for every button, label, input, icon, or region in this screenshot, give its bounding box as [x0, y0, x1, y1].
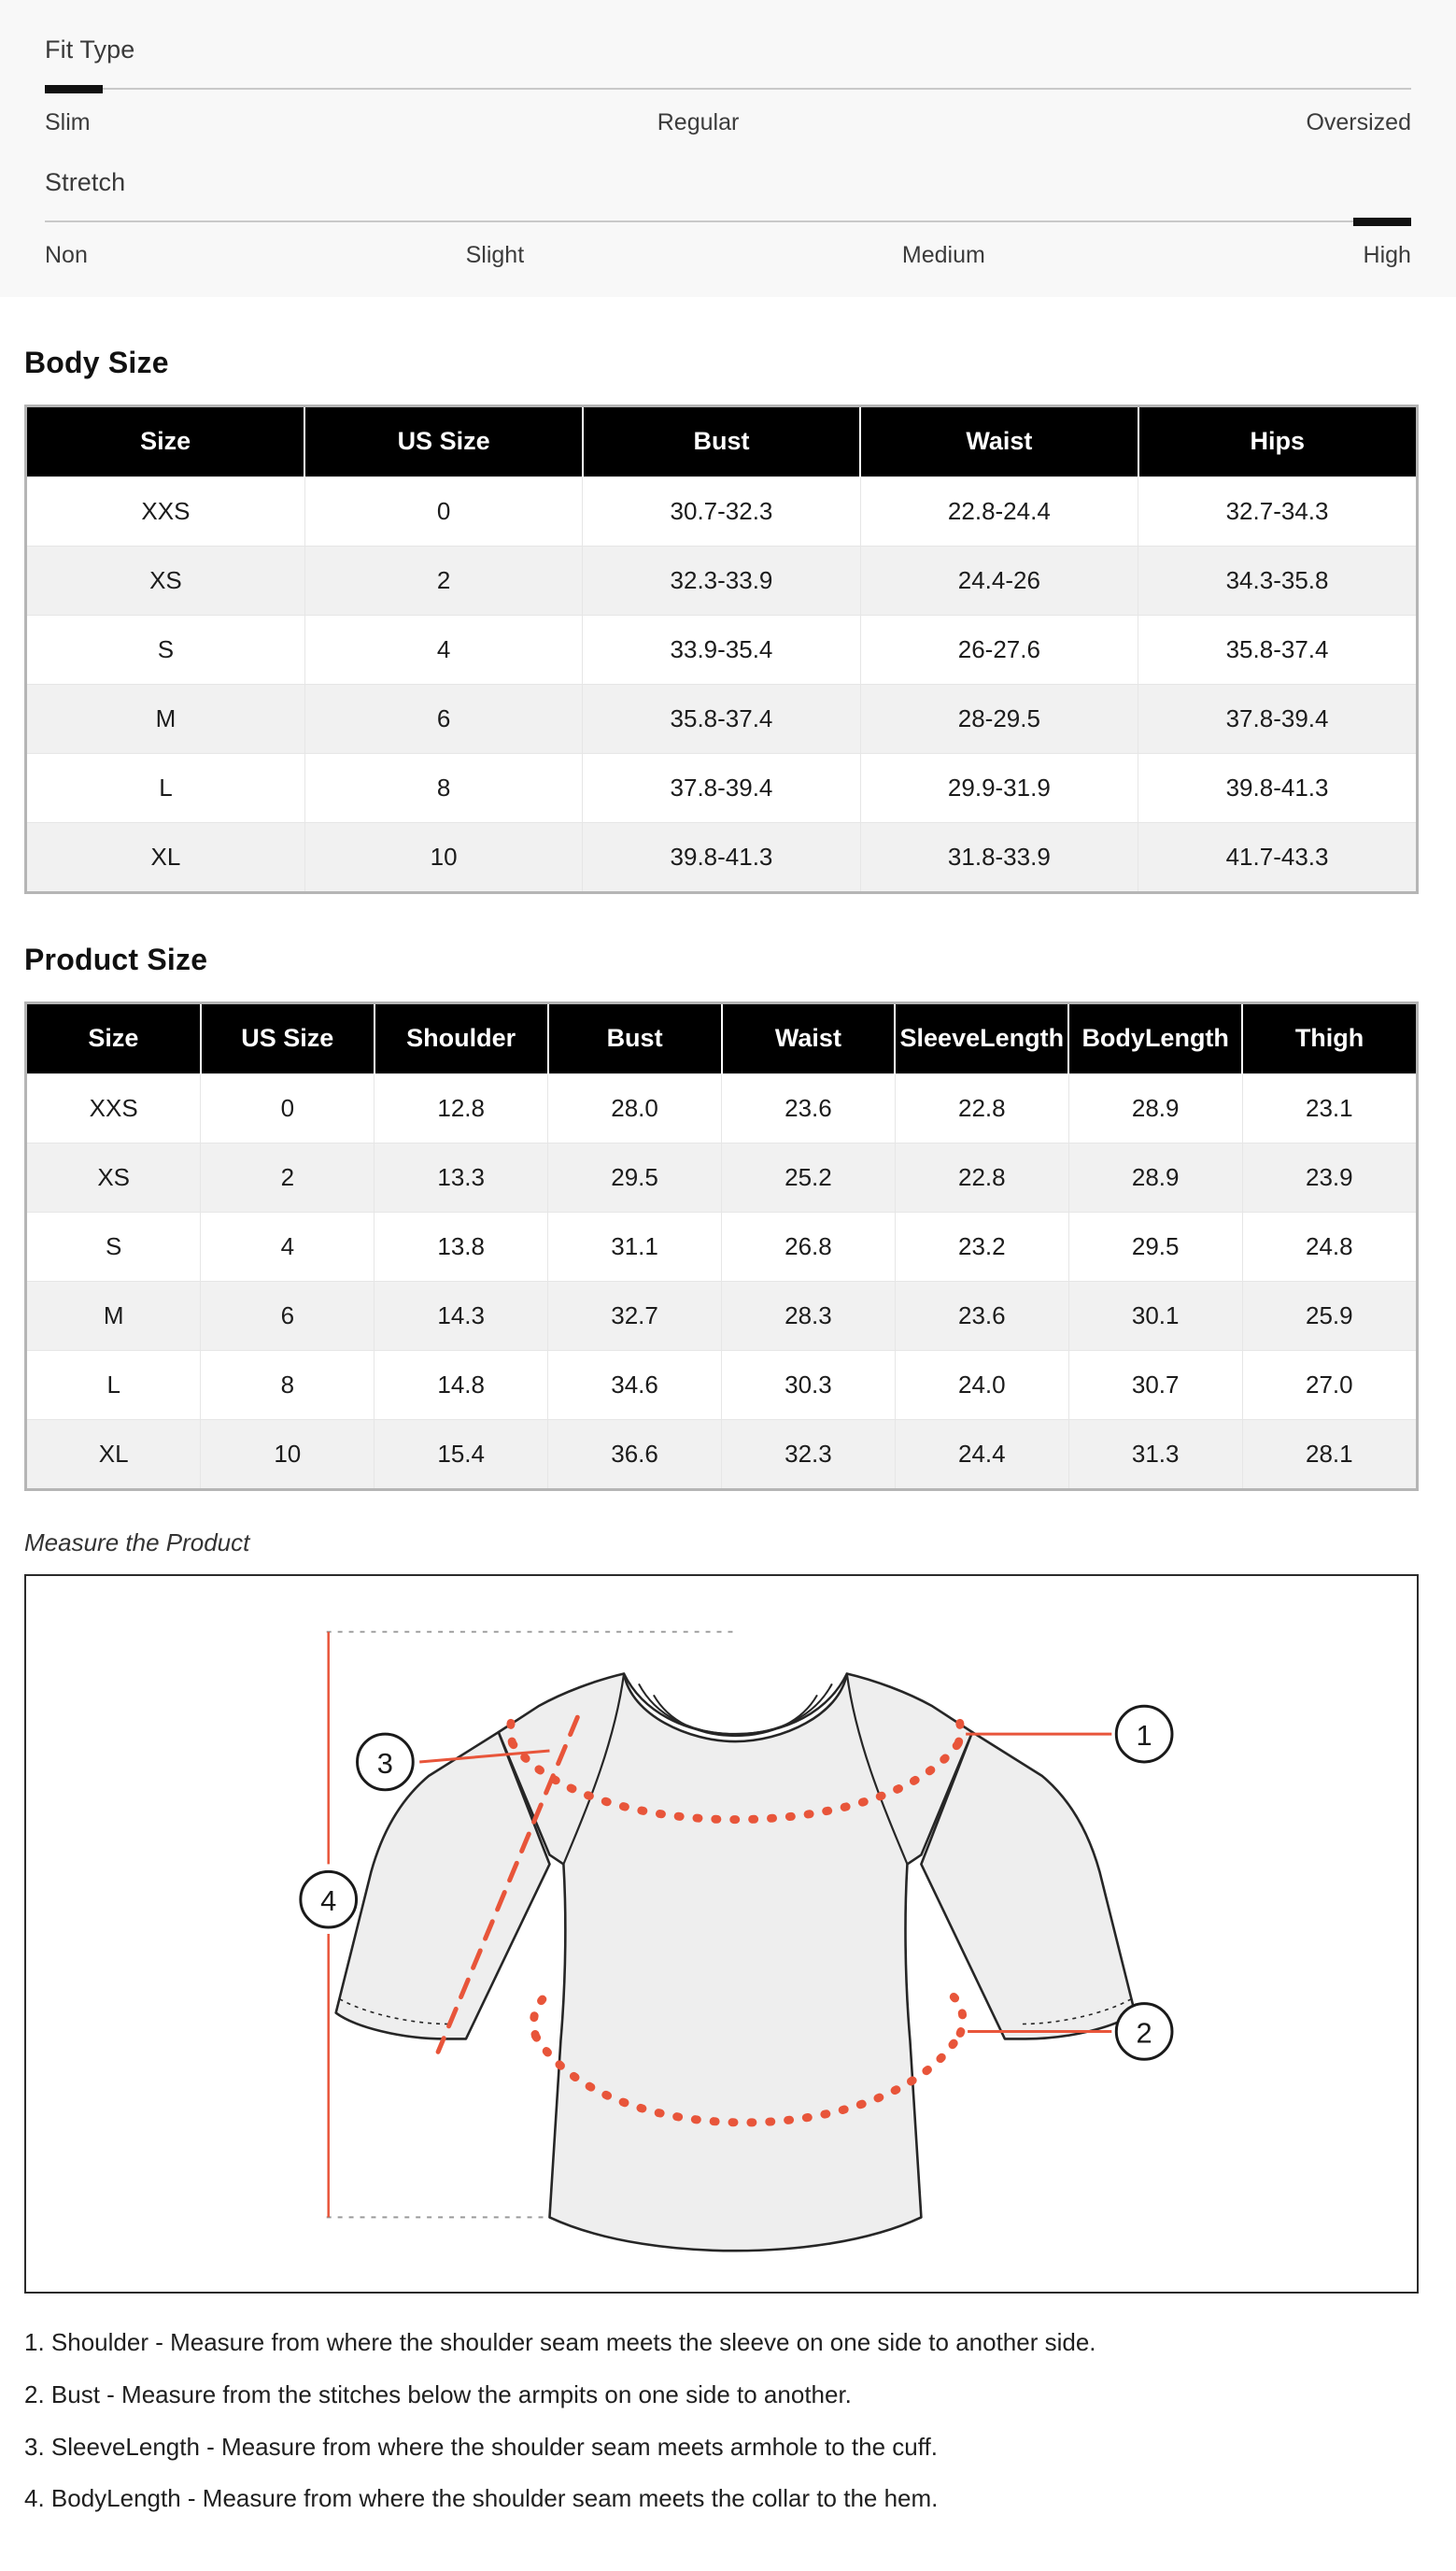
table-row	[27, 1350, 1416, 1419]
body-size-header-row	[27, 407, 1416, 476]
instruction-sleevelength: 3. SleeveLength - Measure from where the shoulder seam meets armhole to the cuff.	[24, 2432, 938, 2461]
product-size-cell: 8	[201, 1350, 375, 1419]
body-size-cell: 22.8-24.4	[860, 476, 1138, 546]
body-size-cell: 37.8-39.4	[1138, 684, 1416, 753]
product-size-cell: 10	[201, 1419, 375, 1488]
product-size-cell: 28.1	[1242, 1419, 1416, 1488]
product-size-cell: 4	[201, 1212, 375, 1281]
product-size-cell: 23.9	[1242, 1143, 1416, 1212]
instruction-bodylength: 4. BodyLength - Measure from where the shoulder seam meets the collar to the hem.	[24, 2484, 939, 2513]
body-size-cell: 8	[304, 753, 582, 822]
body-size-col-header: Waist	[860, 407, 1138, 476]
product-size-col-header: Size	[27, 1004, 201, 1073]
fit-type-label-slim: Slim	[45, 109, 91, 135]
product-size-cell: 12.8	[375, 1073, 548, 1143]
product-size-col-header: US Size	[201, 1004, 375, 1073]
product-size-cell: 23.6	[895, 1281, 1068, 1350]
product-size-cell: 31.3	[1068, 1419, 1242, 1488]
product-size-cell: 36.6	[548, 1419, 722, 1488]
instruction-shoulder: 1. Shoulder - Measure from where the shoulder seam meets the sleeve on one side to another side.	[24, 2327, 1096, 2356]
stretch-slider[interactable]	[45, 218, 1411, 225]
product-size-cell: XS	[27, 1143, 201, 1212]
product-size-cell: XL	[27, 1419, 201, 1488]
fit-type-label-oversized: Oversized	[1306, 109, 1411, 135]
body-size-col-header: Hips	[1138, 407, 1416, 476]
body-size-cell: 4	[304, 615, 582, 684]
garment-diagram-svg	[26, 1576, 1417, 2292]
bust-measure-right-hook	[951, 1994, 963, 2033]
product-size-cell: L	[27, 1350, 201, 1419]
instruction-bust: 2. Bust - Measure from the stitches below the armpits on one side to another.	[24, 2379, 852, 2408]
stretch-label-slight: Slight	[465, 242, 525, 268]
body-size-col-header: Size	[27, 407, 304, 476]
body-size-table-wrapper	[24, 405, 1419, 894]
callout-2-number: 2	[1136, 2016, 1152, 2050]
body-size-cell: 28-29.5	[860, 684, 1138, 753]
stretch-label-medium: Medium	[901, 242, 985, 268]
table-row	[27, 753, 1416, 822]
fit-type-scale-labels	[45, 109, 1411, 136]
product-size-table	[27, 1004, 1416, 1488]
product-size-cell: XXS	[27, 1073, 201, 1143]
body-size-cell: XL	[27, 822, 304, 891]
product-size-cell: 31.1	[548, 1212, 722, 1281]
callout-4	[301, 1871, 357, 1927]
product-size-cell: 30.3	[722, 1350, 896, 1419]
product-size-cell: 28.9	[1068, 1143, 1242, 1212]
body-size-cell: 10	[304, 822, 582, 891]
body-size-cell: 31.8-33.9	[860, 822, 1138, 891]
product-size-table-head	[27, 1004, 1416, 1073]
garment-body-shape	[499, 1673, 972, 2251]
stretch-scale-labels	[45, 242, 1411, 269]
product-size-cell: 28.3	[722, 1281, 896, 1350]
body-size-cell: 39.8-41.3	[1138, 753, 1416, 822]
product-size-cell: 23.2	[895, 1212, 1068, 1281]
garment-measure-diagram	[24, 1574, 1419, 2294]
table-row	[27, 1419, 1416, 1488]
product-size-cell: 30.7	[1068, 1350, 1242, 1419]
body-size-col-header: US Size	[304, 407, 582, 476]
fit-attributes-panel	[0, 0, 1456, 297]
measure-the-product-label: Measure the Product	[24, 1527, 250, 1556]
body-size-cell: 34.3-35.8	[1138, 546, 1416, 615]
bust-measure-left-hook	[533, 1996, 545, 2036]
body-size-heading: Body Size	[24, 346, 169, 379]
product-size-cell: 25.2	[722, 1143, 896, 1212]
body-size-cell: L	[27, 753, 304, 822]
product-size-cell: 26.8	[722, 1212, 896, 1281]
body-size-cell: XXS	[27, 476, 304, 546]
table-row	[27, 476, 1416, 546]
fit-type-slider-group	[45, 36, 1411, 136]
product-size-cell: 23.6	[722, 1073, 896, 1143]
callout-2	[1116, 2003, 1172, 2059]
callout-4-number: 4	[320, 1883, 337, 1917]
stretch-slider-track	[45, 220, 1411, 222]
callout-3-number: 3	[376, 1746, 393, 1780]
table-row	[27, 1143, 1416, 1212]
stretch-slider-knob[interactable]	[1353, 218, 1411, 226]
product-size-cell: 15.4	[375, 1419, 548, 1488]
product-size-cell: M	[27, 1281, 201, 1350]
fit-type-slider[interactable]	[45, 85, 1411, 92]
product-size-col-header: Bust	[548, 1004, 722, 1073]
product-size-cell: 23.1	[1242, 1073, 1416, 1143]
body-size-table	[27, 407, 1416, 891]
product-size-table-wrapper	[24, 1001, 1419, 1491]
callout-3	[358, 1734, 414, 1790]
product-size-header-row	[27, 1004, 1416, 1073]
fit-type-title: Fit Type	[45, 36, 135, 64]
table-row	[27, 546, 1416, 615]
product-size-col-header: SleeveLength	[895, 1004, 1068, 1073]
body-size-cell: S	[27, 615, 304, 684]
product-size-cell: 24.8	[1242, 1212, 1416, 1281]
body-size-cell: 37.8-39.4	[583, 753, 860, 822]
fit-type-slider-knob[interactable]	[45, 85, 103, 93]
product-size-cell: 30.1	[1068, 1281, 1242, 1350]
body-size-cell: 32.7-34.3	[1138, 476, 1416, 546]
body-size-col-header: Bust	[583, 407, 860, 476]
callout-1	[1116, 1706, 1172, 1762]
product-size-col-header: BodyLength	[1068, 1004, 1242, 1073]
product-size-cell: 13.8	[375, 1212, 548, 1281]
table-row	[27, 1073, 1416, 1143]
stretch-slider-group	[45, 168, 1411, 269]
product-size-col-header: Waist	[722, 1004, 896, 1073]
product-size-col-header: Thigh	[1242, 1004, 1416, 1073]
body-size-cell: 35.8-37.4	[1138, 615, 1416, 684]
body-size-cell: 6	[304, 684, 582, 753]
product-size-cell: 2	[201, 1143, 375, 1212]
product-size-cell: 13.3	[375, 1143, 548, 1212]
product-size-cell: 6	[201, 1281, 375, 1350]
product-size-cell: 22.8	[895, 1143, 1068, 1212]
product-size-cell: 27.0	[1242, 1350, 1416, 1419]
product-size-cell: 28.9	[1068, 1073, 1242, 1143]
product-size-cell: 34.6	[548, 1350, 722, 1419]
product-size-cell: S	[27, 1212, 201, 1281]
body-size-cell: 24.4-26	[860, 546, 1138, 615]
product-size-cell: 0	[201, 1073, 375, 1143]
body-size-table-body	[27, 476, 1416, 891]
product-size-cell: 29.5	[548, 1143, 722, 1212]
table-row	[27, 1281, 1416, 1350]
body-size-cell: XS	[27, 546, 304, 615]
callout-1-number: 1	[1136, 1718, 1152, 1752]
body-size-cell: 33.9-35.4	[583, 615, 860, 684]
table-row	[27, 615, 1416, 684]
table-row	[27, 684, 1416, 753]
product-size-cell: 25.9	[1242, 1281, 1416, 1350]
stretch-label-high: High	[1363, 242, 1411, 268]
product-size-cell: 32.7	[548, 1281, 722, 1350]
body-size-cell: M	[27, 684, 304, 753]
body-size-cell: 0	[304, 476, 582, 546]
product-size-cell: 32.3	[722, 1419, 896, 1488]
table-row	[27, 822, 1416, 891]
body-size-cell: 2	[304, 546, 582, 615]
product-size-table-body	[27, 1073, 1416, 1488]
measurement-instructions	[24, 2325, 1456, 2517]
product-size-cell: 24.4	[895, 1419, 1068, 1488]
product-size-cell: 14.8	[375, 1350, 548, 1419]
stretch-label-non: Non	[45, 242, 88, 268]
body-size-cell: 35.8-37.4	[583, 684, 860, 753]
body-size-cell: 32.3-33.9	[583, 546, 860, 615]
product-size-col-header: Shoulder	[375, 1004, 548, 1073]
fit-type-label-regular: Regular	[657, 109, 740, 135]
table-row	[27, 1212, 1416, 1281]
product-size-cell: 24.0	[895, 1350, 1068, 1419]
body-size-cell: 41.7-43.3	[1138, 822, 1416, 891]
body-size-table-head	[27, 407, 1416, 476]
product-size-heading: Product Size	[24, 942, 208, 976]
body-size-cell: 30.7-32.3	[583, 476, 860, 546]
body-size-cell: 26-27.6	[860, 615, 1138, 684]
product-size-cell: 22.8	[895, 1073, 1068, 1143]
body-size-cell: 29.9-31.9	[860, 753, 1138, 822]
body-size-cell: 39.8-41.3	[583, 822, 860, 891]
product-size-cell: 28.0	[548, 1073, 722, 1143]
product-size-cell: 29.5	[1068, 1212, 1242, 1281]
stretch-title: Stretch	[45, 168, 126, 196]
product-size-cell: 14.3	[375, 1281, 548, 1350]
fit-type-slider-track	[45, 88, 1411, 90]
